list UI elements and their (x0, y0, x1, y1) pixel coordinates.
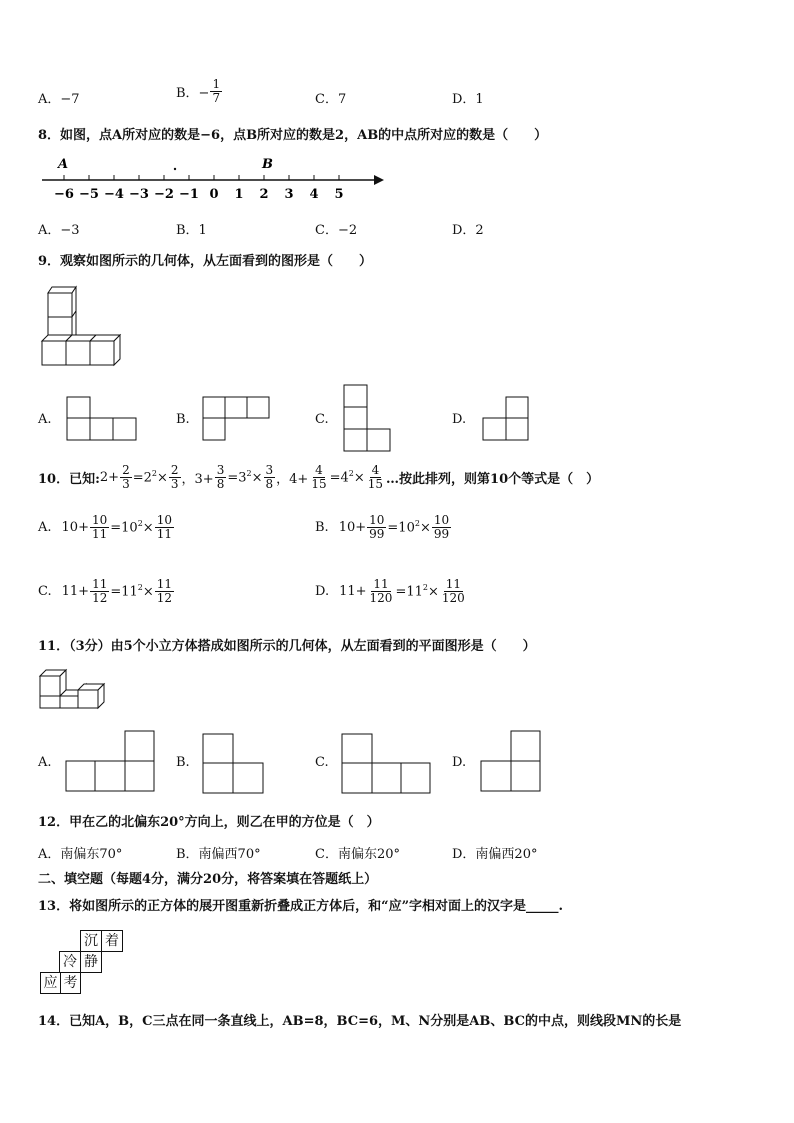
q9-option-c-label: C. (315, 412, 329, 427)
q8-option-b: B．1 (176, 223, 207, 238)
number-line-tick-label: −4 (104, 187, 124, 202)
q7-option-b-prefix: B．− (176, 85, 210, 101)
q12-option-b: B．南偏西70° (176, 847, 261, 862)
q7-option-d: D．1 (452, 92, 484, 107)
q10-option-b-label: B. (315, 519, 329, 535)
q9-option-b-label: B. (176, 412, 190, 427)
q11-option-c-figure (341, 733, 433, 795)
number-line-tick-label: −5 (79, 187, 99, 202)
number-line-tick-label: −2 (154, 187, 174, 202)
q14-question-text: 14．已知A，B，C三点在同一条直线上，AB=8，BC=6，M、N分别是AB、BC的中点，则线段MN的长是 (38, 1014, 682, 1029)
q7-option-b-numerator: 1 (212, 77, 221, 91)
number-line-tick-label: 1 (234, 187, 244, 202)
number-line-tick-label: −3 (129, 187, 149, 202)
q7-option-a: A．−7 (38, 92, 80, 107)
q11-option-a-figure (65, 730, 157, 794)
q11-option-a-label: A. (38, 755, 52, 770)
q12-option-c: C．南偏东20° (315, 847, 400, 862)
q9-option-d-figure (482, 396, 532, 442)
q10-option-d-label: D. (315, 583, 330, 599)
number-line-tick-label: 4 (309, 187, 319, 202)
net-cell: 冷 (59, 951, 81, 973)
net-cell: 静 (80, 951, 102, 973)
net-cell: 着 (101, 930, 123, 952)
q9-option-a-figure (66, 396, 138, 442)
q12-option-d: D．南偏西20° (452, 847, 538, 862)
q10-option-a: A. 10+ $\frac{10}{11}$ $=10^2\times$ $\frac{10}{11}$ (38, 513, 172, 541)
q9-option-a-label: A. (38, 412, 52, 427)
section-heading-fill-in: 二、填空题（每题4分，满分20分，将答案填在答题纸上） (38, 872, 378, 887)
net-cell: 应 (40, 972, 61, 994)
q7-option-b-fraction (210, 78, 222, 104)
q8-point-a-label: A (58, 157, 69, 172)
q10-suffix: …按此排列，则第10个等式是（ ） (386, 471, 600, 487)
q8-question-text: 8．如图，点A所对应的数是−6，点B所对应的数是2，AB的中点所对应的数是（ ） (38, 128, 548, 143)
q8-point-b-label: B (262, 157, 273, 172)
q8-number-line (38, 154, 390, 202)
q12-question-text: 12．甲在乙的北偏东20°方向上，则乙在甲的方位是（ ） (38, 815, 380, 830)
q11-solid-figure (38, 664, 110, 712)
q11-option-d-figure (480, 730, 544, 794)
q11-option-d-label: D. (452, 755, 467, 770)
q10-question-text: 10．已知: 2+ $\frac{2}{3}$ $=2^2\times$ $\frac{2}{3}$ ，3+ $\frac{3}{8}$ $=3^2\times$ $\frac{3}{8}$ ，4+ $\frac{4}{15}$ $=4^2\times$ $\frac{4}{15}$ …按此排列，则第10个等式是（ ） (38, 463, 600, 491)
q7-option-b-denominator: 7 (212, 90, 221, 105)
number-line-tick-label: −1 (179, 187, 199, 202)
number-line-tick-label: 3 (284, 187, 294, 202)
q13-cube-net (40, 930, 130, 994)
q11-option-c-label: C. (315, 755, 329, 770)
q9-option-c-figure (343, 384, 393, 454)
q9-option-d-label: D. (452, 412, 467, 427)
number-line-tick-label: 5 (334, 187, 344, 202)
q7-option-b (176, 78, 223, 104)
q8-option-a: A．−3 (38, 223, 80, 238)
q10-option-b: B. 10+ $\frac{10}{99}$ $=10^2\times$ $\frac{10}{99}$ (315, 513, 450, 541)
q8-option-c: C．−2 (315, 223, 358, 238)
q9-option-b-figure (202, 396, 272, 442)
q11-question-text: 11．（3分）由5个小立方体搭成如图所示的几何体，从左面看到的平面图形是（ ） (38, 639, 536, 654)
q11-option-b-figure (202, 733, 266, 795)
net-cell: 考 (60, 972, 81, 994)
q11-option-b-label: B. (176, 755, 190, 770)
q12-option-a: A．南偏东70° (38, 847, 123, 862)
q10-option-c-label: C. (38, 583, 52, 599)
number-line-tick-label: 0 (209, 187, 219, 202)
q10-prefix: 10．已知: (38, 471, 100, 487)
q7-option-c: C．7 (315, 92, 347, 107)
q10-option-d: D. 11+ $\frac{11}{120}$ $=11^2\times$ $\frac{11}{120}$ (315, 577, 465, 605)
q10-option-c: C. 11+ $\frac{11}{12}$ $=11^2\times$ $\frac{11}{12}$ (38, 577, 173, 605)
q8-option-d: D．2 (452, 223, 484, 238)
q9-question-text: 9．观察如图所示的几何体，从左面看到的图形是（ ） (38, 254, 373, 269)
number-line-tick-label: 2 (259, 187, 269, 202)
number-line-tick-label: −6 (54, 187, 74, 202)
q13-question-text: 13．将如图所示的正方体的展开图重新折叠成正方体后，和“应”字相对面上的汉字是_____. (38, 899, 564, 914)
q10-option-a-label: A. (38, 519, 52, 535)
q9-solid-figure (38, 285, 128, 369)
net-cell: 沉 (80, 930, 102, 952)
